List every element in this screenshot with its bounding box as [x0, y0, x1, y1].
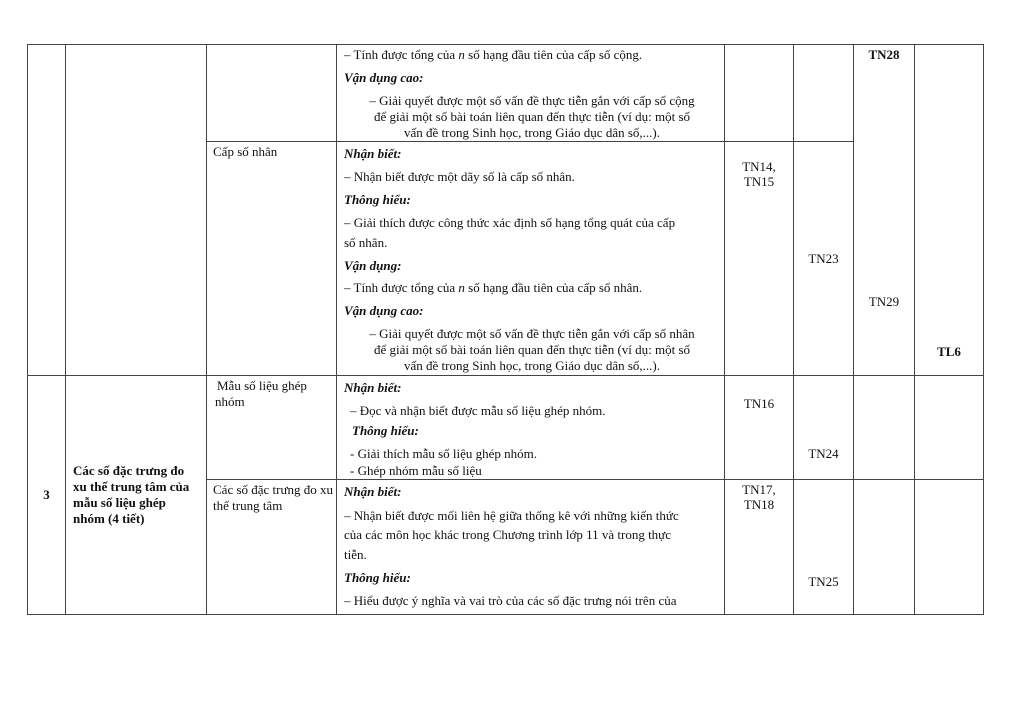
req-line: – Nhận biết được mối liên hệ giữa thống kê với những kiến thức: [344, 508, 679, 523]
question-code: TN24: [808, 446, 839, 461]
cell-level3: [853, 44, 915, 376]
req-line: để giải một số bài toán liên quan đến thực tiễn (ví dụ: một số: [373, 342, 691, 357]
question-code: TL6: [937, 344, 961, 359]
req-line: của các môn học khác trong Chương trình lớp 11 và trong thực: [344, 527, 671, 542]
req-line: – Đọc và nhận biết được mẫu số liệu ghép nhóm.: [350, 403, 606, 418]
cell-requirements: [336, 141, 725, 376]
req-line: – Giải quyết được một số vấn đề thực tiễn gắn với cấp số cộng: [369, 93, 695, 108]
question-code: TN14, TN15: [742, 159, 776, 189]
cell-level4: [914, 44, 984, 376]
req-heading: Vận dụng:: [344, 258, 402, 273]
req-line: để giải một số bài toán liên quan đến thực tiễn (ví dụ: một số: [373, 109, 691, 124]
math-variable: n: [458, 47, 465, 62]
req-line: – Giải quyết được một số vấn đề thực tiễn gắn với cấp số nhân: [369, 326, 695, 341]
cell-lesson: [206, 375, 337, 480]
cell-lesson-top: [206, 44, 337, 142]
req-heading: Nhận biết:: [344, 146, 402, 161]
section-number: 3: [43, 487, 50, 502]
req-heading: Vận dụng cao:: [344, 70, 424, 85]
cell-requirements: [336, 479, 725, 615]
req-line: số nhân.: [344, 235, 388, 250]
req-heading: Thông hiểu:: [344, 570, 411, 585]
cell-level1: [724, 375, 794, 480]
req-line: – Giải thích được công thức xác định số hạng tổng quát của cấp: [344, 215, 676, 230]
question-code: TN29: [868, 294, 900, 309]
lesson-name: Cấp số nhân: [213, 144, 278, 159]
req-heading: Thông hiểu:: [344, 192, 411, 207]
cell-requirements-top: [336, 44, 725, 142]
question-code: TN17, TN18: [742, 482, 776, 512]
question-code: TN28: [868, 47, 900, 62]
cell-lesson: [206, 141, 337, 376]
req-heading: Nhận biết:: [344, 380, 402, 395]
cell-level3: [853, 479, 915, 615]
req-line: vấn đề trong Sinh học, trong Giáo dục dân số,...).: [404, 125, 660, 140]
lesson-name: Mẫu số liệu ghép nhóm: [215, 378, 307, 409]
req-line: – Tính được tổng của n số hạng đầu tiên của cấp số cộng.: [344, 47, 643, 62]
topic-name: Các số đặc trưng đo xu thế trung tâm của mẫu số liệu ghép nhóm (4 tiết): [73, 463, 190, 526]
cell-level2: [793, 479, 854, 615]
cell-stt-top: [27, 44, 66, 376]
req-line: tiễn.: [344, 547, 367, 562]
req-line: – Tính được tổng của n số hạng đầu tiên của cấp số nhân.: [344, 280, 643, 295]
cell-level2-top: [793, 44, 854, 142]
req-line: – Nhận biết được một dãy số là cấp số nhân.: [344, 169, 575, 184]
req-line: vấn đề trong Sinh học, trong Giáo dục dân số,...).: [404, 358, 660, 373]
math-variable: n: [458, 280, 465, 295]
cell-level2: [793, 375, 854, 480]
req-line: – Hiểu được ý nghĩa và vai trò của các số đặc trưng nói trên của: [344, 593, 677, 608]
cell-topic-top: [65, 44, 207, 376]
req-line: - Ghép nhóm mẫu số liệu: [350, 463, 482, 478]
req-line: - Giải thích mẫu số liệu ghép nhóm.: [350, 446, 538, 461]
cell-level1: [724, 479, 794, 615]
cell-level4: [914, 479, 984, 615]
question-code: TN23: [808, 251, 839, 266]
cell-topic: [65, 375, 207, 615]
cell-level1: [724, 141, 794, 376]
req-heading: Vận dụng cao:: [344, 303, 424, 318]
question-code: TN16: [743, 396, 775, 411]
cell-stt: [27, 375, 66, 615]
cell-level2: [793, 141, 854, 376]
req-heading: Thông hiểu:: [352, 423, 419, 438]
cell-level3: [853, 375, 915, 480]
cell-lesson: [206, 479, 337, 615]
cell-level1-top: [724, 44, 794, 142]
req-heading: Nhận biết:: [344, 484, 402, 499]
cell-requirements: [336, 375, 725, 480]
lesson-name: Các số đặc trưng đo xu thế trung tâm: [213, 482, 334, 513]
question-code: TN25: [808, 574, 839, 589]
cell-level4: [914, 375, 984, 480]
